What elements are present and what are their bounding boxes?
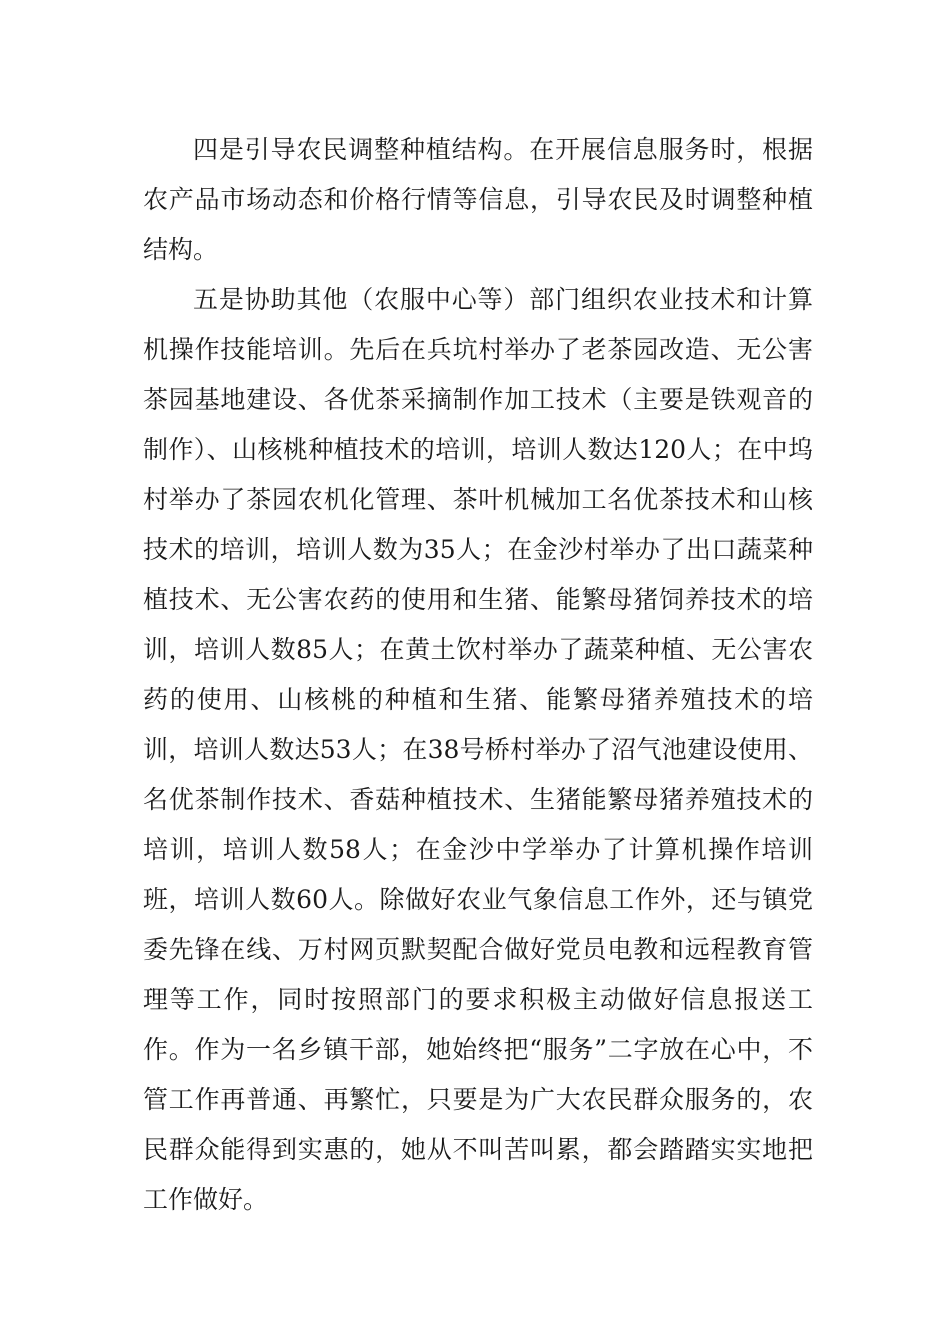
document-body <box>143 125 813 1225</box>
paragraph-training-assistance: 五是协助其他（农服中心等）部门组织农业技术和计算机操作技能培训。先后在兵坑村举办了老茶园改造、无公害茶园基地建设、各优茶采摘制作加工技术（主要是铁观音的制作）、山核桃种植技术的培训，培训人数达120人；在中坞村举办了茶园农机化管理、茶叶机械加工名优茶技术和山核技术的培训，培训人数为35人；在金沙村举办了出口蔬菜种植技术、无公害农药的使用和生猪、能繁母猪饲养技术的培训，培训人数85人；在黄土饮村举办了蔬菜种植、无公害农药的使用、山核桃的种植和生猪、能繁母猪养殖技术的培训，培训人数达53人；在38号桥村举办了沼气池建设使用、名优茶制作技术、香菇种植技术、生猪能繁母猪养殖技术的培训，培训人数58人；在金沙中学举办了计算机操作培训班，培训人数60人。除做好农业气象信息工作外，还与镇党委先锋在线、万村网页默契配合做好党员电教和远程教育管理等工作，同时按照部门的要求积极主动做好信息报送工作。作为一名乡镇干部，她始终把“服务”二字放在心中，不管工作再普通、再繁忙，只要是为广大农民群众服务的，农民群众能得到实惠的，她从不叫苦叫累，都会踏踏实实地把工作做好。 <box>143 285 813 1214</box>
paragraph-adjust-planting-structure: 四是引导农民调整种植结构。在开展信息服务时，根据农产品市场动态和价格行情等信息，引导农民及时调整种植结构。 <box>143 135 813 264</box>
